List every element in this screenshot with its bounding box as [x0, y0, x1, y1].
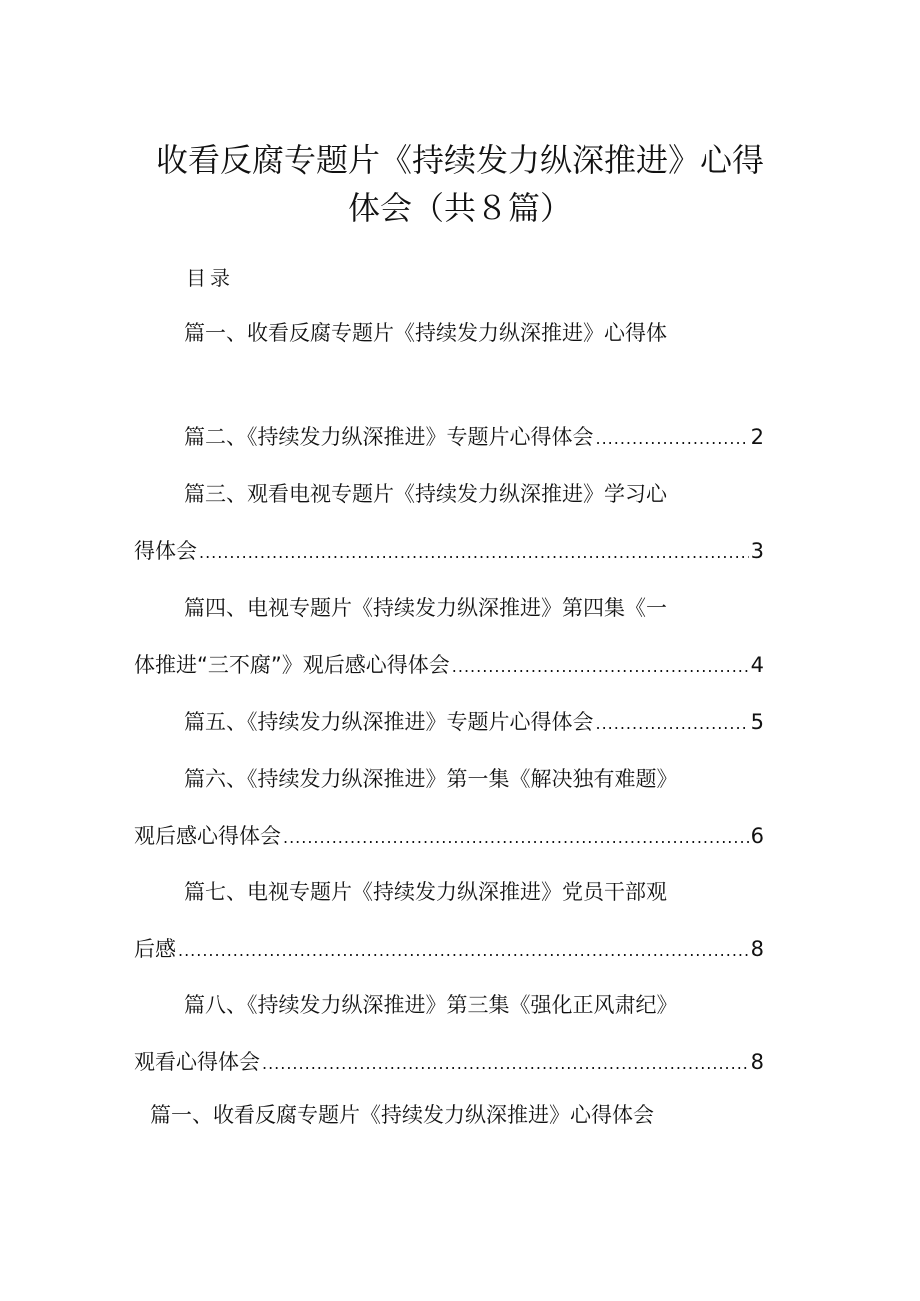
toc-entry-1[interactable]: 篇一、收看反腐专题片《持续发力纵深推进》心得体	[184, 321, 667, 345]
toc-leader-dots	[596, 424, 749, 454]
toc-entry-text: 篇五、《持续发力纵深推进》专题片心得体会	[184, 710, 594, 734]
toc-leader-dots	[596, 709, 749, 739]
toc-entry-text: 体推进“三不腐”》观后感心得体会	[134, 653, 450, 677]
toc-entry-7-line-1[interactable]: 篇七、电视专题片《持续发力纵深推进》党员干部观	[184, 880, 667, 904]
toc-entry-text: 得体会	[134, 539, 197, 563]
toc-entry-5[interactable]	[184, 707, 764, 739]
toc-entry-2[interactable]	[184, 422, 764, 454]
toc-entry-4-line-2[interactable]	[134, 650, 764, 682]
toc-entry-4-line-1[interactable]: 篇四、电视专题片《持续发力纵深推进》第四集《一	[184, 596, 667, 620]
toc-page-number: 3	[750, 539, 764, 563]
toc-entry-text: 篇二、《持续发力纵深推进》专题片心得体会	[184, 425, 594, 449]
toc-entry-8-line-1[interactable]: 篇八、《持续发力纵深推进》第三集《强化正风肃纪》	[184, 993, 678, 1017]
document-title-line-1: 收看反腐专题片《持续发力纵深推进》心得	[155, 141, 764, 179]
toc-page-number: 5	[750, 710, 764, 734]
toc-leader-dots	[199, 538, 749, 568]
toc-entry-text: 观后感心得体会	[134, 824, 281, 848]
toc-page-number: 2	[750, 425, 764, 449]
document-title-line-2: 体会（共８篇）	[347, 189, 572, 227]
toc-entry-text: 后感	[134, 937, 176, 961]
toc-heading: 目录	[186, 266, 234, 290]
toc-page-number: 8	[750, 1050, 764, 1074]
toc-page-number: 6	[750, 824, 764, 848]
toc-leader-dots	[452, 652, 749, 682]
toc-leader-dots	[262, 1049, 749, 1079]
toc-entry-6-line-2[interactable]	[134, 821, 764, 853]
toc-entry-3-line-2[interactable]	[134, 536, 764, 568]
toc-entry-7-line-2[interactable]	[134, 934, 764, 966]
toc-page-number: 4	[750, 653, 764, 677]
toc-entry-8-line-2[interactable]	[134, 1047, 764, 1079]
toc-entry-3-line-1[interactable]: 篇三、观看电视专题片《持续发力纵深推进》学习心	[184, 482, 667, 506]
section-heading: 篇一、收看反腐专题片《持续发力纵深推进》心得体会	[150, 1103, 654, 1127]
toc-leader-dots	[178, 936, 749, 966]
toc-entry-text: 观看心得体会	[134, 1050, 260, 1074]
toc-page-number: 8	[750, 937, 764, 961]
toc-entry-6-line-1[interactable]: 篇六、《持续发力纵深推进》第一集《解决独有难题》	[184, 767, 678, 791]
toc-leader-dots	[283, 823, 749, 853]
